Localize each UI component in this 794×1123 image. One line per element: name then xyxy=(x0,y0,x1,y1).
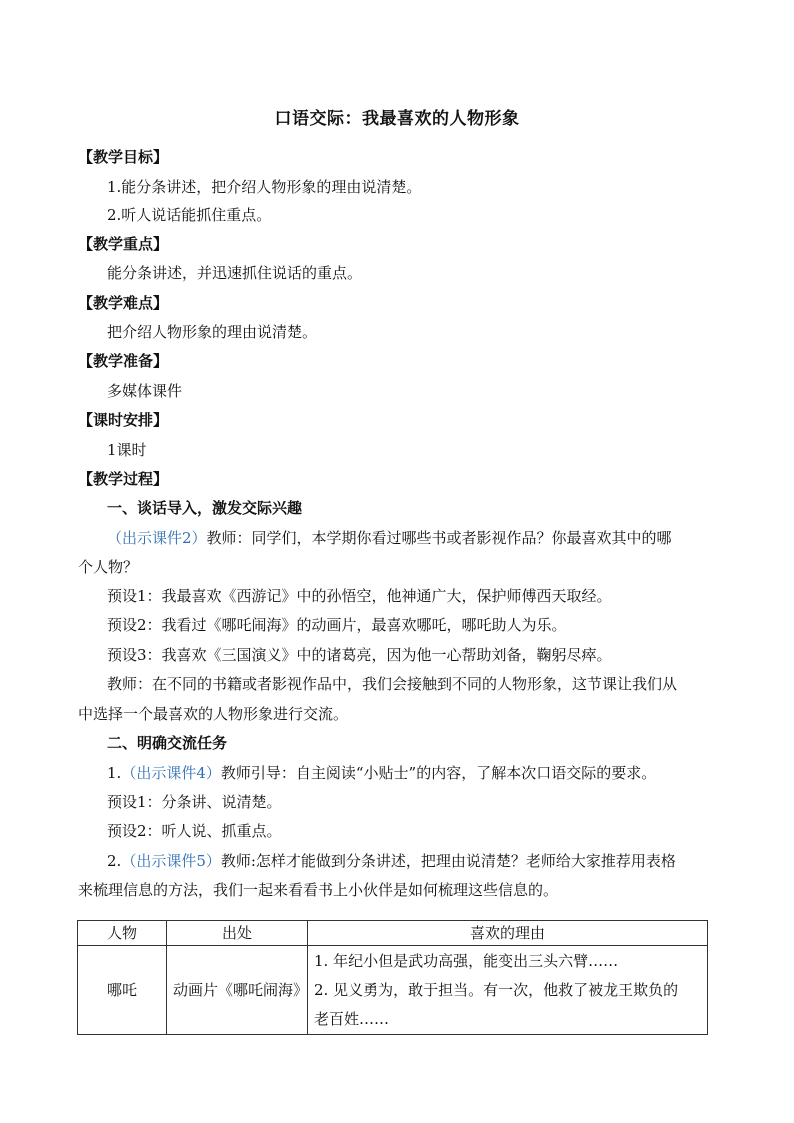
focus-text: 能分条讲述，并迅速抓住说话的重点。 xyxy=(107,264,363,282)
table-header-reason: 喜欢的理由 xyxy=(308,921,708,946)
preset-2: 预设2：我看过《哪吒闹海》的动画片，最喜欢哪吒，哪吒助人为乐。 xyxy=(107,616,567,634)
part2-preset-1: 预设1：分条讲、说清楚。 xyxy=(107,793,282,811)
step2-line1 xyxy=(107,850,676,872)
cell-source: 动画片《哪吒闹海》 xyxy=(167,946,308,1035)
focus-heading: 【教学重点】 xyxy=(78,235,169,253)
step1-text: 教师引导：自主阅读“小贴士”的内容，了解本次口语交际的要求。 xyxy=(220,764,657,782)
teacher-line2: 中选择一个最喜欢的人物形象进行交流。 xyxy=(78,705,349,723)
step2-number: 2. xyxy=(107,852,122,870)
reason-2b: 老百姓…… xyxy=(314,1009,390,1028)
preset-3: 预设3：我喜欢《三国演义》中的诸葛亮，因为他一心帮助刘备，鞠躬尽瘁。 xyxy=(107,646,612,664)
character-table xyxy=(77,920,708,1035)
step2-line2: 来梳理信息的方法，我们一起来看看书上小伙伴是如何梳理这些信息的。 xyxy=(78,881,559,899)
time-text: 1课时 xyxy=(107,441,147,459)
step1-number: 1. xyxy=(107,764,122,782)
step2-text: 教师:怎样才能做到分条讲述，把理由说清楚？老师给大家推荐用表格 xyxy=(220,852,676,870)
part1-intro-text: 教师：同学们，本学期你看过哪些书或者影视作品？你最喜欢其中的哪 xyxy=(206,529,672,547)
courseware-cue: （出示课件4） xyxy=(121,764,221,782)
goal-item-2: 2.听人说话能抓住重点。 xyxy=(107,206,272,224)
part1-intro-line2: 个人物？ xyxy=(78,558,139,576)
prep-heading: 【教学准备】 xyxy=(78,352,169,370)
part2-title: 二、明确交流任务 xyxy=(107,734,228,752)
part2-preset-2: 预设2：听人说、抓重点。 xyxy=(107,822,282,840)
table-header-row xyxy=(78,921,708,946)
table-header-person: 人物 xyxy=(78,921,167,946)
cell-reasons xyxy=(308,946,708,1035)
process-heading: 【教学过程】 xyxy=(78,470,169,488)
difficulty-text: 把介绍人物形象的理由说清楚。 xyxy=(107,323,318,341)
difficulty-heading: 【教学难点】 xyxy=(78,294,169,312)
preset-1: 预设1：我最喜欢《西游记》中的孙悟空，他神通广大，保护师傅西天取经。 xyxy=(107,587,612,605)
table-header-source: 出处 xyxy=(167,921,308,946)
table-row xyxy=(78,946,708,1035)
part1-intro-line1 xyxy=(107,527,672,549)
courseware-cue: （出示课件2） xyxy=(107,529,207,547)
teacher-line1: 教师：在不同的书籍或者影视作品中，我们会接触到不同的人物形象，这节课让我们从 xyxy=(107,675,678,693)
reason-1: 1. 年纪小但是武功高强，能变出三头六臂…… xyxy=(314,951,619,970)
time-heading: 【课时安排】 xyxy=(78,411,169,429)
prep-text: 多媒体课件 xyxy=(107,382,183,400)
courseware-cue: （出示课件5） xyxy=(121,852,221,870)
reason-2a: 2. 见义勇为，敢于担当。有一次，他救了被龙王欺负的 xyxy=(314,980,679,999)
cell-person: 哪吒 xyxy=(78,946,167,1035)
part1-title: 一、谈话导入，激发交际兴趣 xyxy=(107,499,303,517)
goal-item-1: 1.能分条讲述，把介绍人物形象的理由说清楚。 xyxy=(107,178,422,196)
goals-heading: 【教学目标】 xyxy=(78,148,169,166)
step1-line xyxy=(107,762,656,784)
page-title: 口语交际：我最喜欢的人物形象 xyxy=(274,109,520,129)
